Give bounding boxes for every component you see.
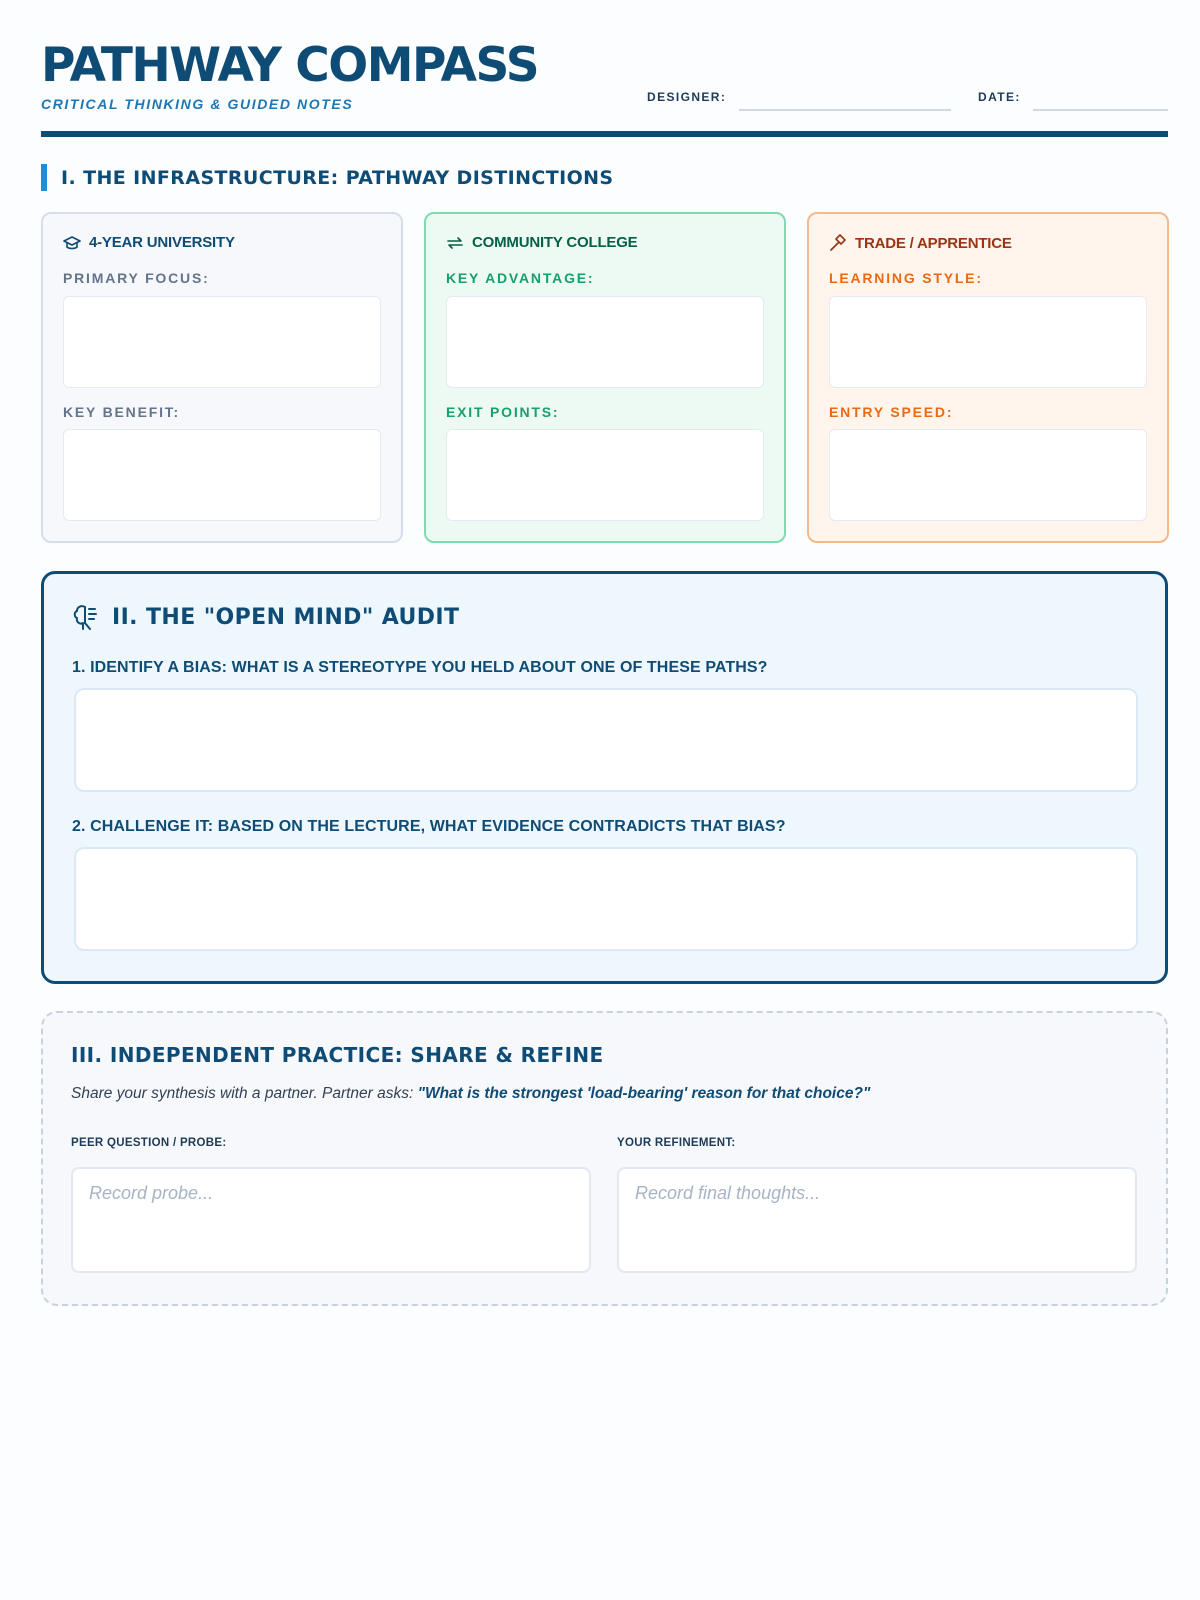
peer-question-label: PEER QUESTION / PROBE: [71,1137,227,1149]
card-cc-header [446,234,638,251]
learning-style-label: LEARNING STYLE: [829,270,983,286]
entry-speed-label: ENTRY SPEED: [829,404,954,420]
peer-question-field[interactable]: Record probe... [71,1167,591,1273]
card-university [41,212,403,543]
key-advantage-field[interactable] [446,296,764,388]
worksheet-header [41,40,1168,138]
designer-field[interactable] [739,109,951,111]
exit-points-field[interactable] [446,429,764,521]
card-trade-header [829,234,1012,252]
challenge-question: 2. CHALLENGE IT: BASED ON THE LECTURE, WHAT EVIDENCE CONTRADICTS THAT BIAS? [72,818,786,835]
bias-answer-field[interactable] [74,688,1138,792]
worksheet-title: PATHWAY COMPASS [41,38,539,93]
section-2-title: II. THE "OPEN MIND" AUDIT [112,604,460,630]
refinement-field[interactable]: Record final thoughts... [617,1167,1137,1273]
section-1-title: I. THE INFRASTRUCTURE: PATHWAY DISTINCTIONS [61,166,614,189]
section-3-heading [71,1043,604,1067]
key-benefit-label: KEY BENEFIT: [63,404,181,420]
transfer-arrows-icon [446,235,464,251]
brain-icon [72,604,98,630]
worksheet-subtitle: CRITICAL THINKING & GUIDED NOTES [41,96,354,112]
primary-focus-field[interactable] [63,296,381,388]
designer-label: DESIGNER: [647,90,727,104]
section-marker [41,164,47,191]
card-trade-title: TRADE / APPRENTICE [855,234,1012,252]
exit-points-label: EXIT POINTS: [446,404,560,420]
card-university-header [63,234,235,251]
refinement-label: YOUR REFINEMENT: [617,1137,736,1149]
section-3-instructions [71,1085,870,1103]
date-field[interactable] [1033,109,1168,111]
hammer-icon [829,234,847,252]
primary-focus-label: PRIMARY FOCUS: [63,270,210,286]
date-label: DATE: [978,90,1021,104]
key-benefit-field[interactable] [63,429,381,521]
section-2-heading [72,604,459,630]
section-3-title: III. INDEPENDENT PRACTICE: SHARE & REFINE [71,1043,604,1067]
independent-practice-section [41,1011,1168,1306]
challenge-answer-field[interactable] [74,847,1138,951]
bias-question: 1. IDENTIFY A BIAS: WHAT IS A STEREOTYPE YOU HELD ABOUT ONE OF THESE PATHS? [72,659,768,676]
open-mind-audit-section [41,571,1168,984]
entry-speed-field[interactable] [829,429,1147,521]
key-advantage-label: KEY ADVANTAGE: [446,270,595,286]
graduation-cap-icon [63,235,81,251]
card-cc-title: COMMUNITY COLLEGE [472,234,638,251]
learning-style-field[interactable] [829,296,1147,388]
partner-prompt-quote: "What is the strongest 'load-bearing' reason for that choice?" [417,1085,871,1102]
section-1-heading [41,164,614,191]
card-university-title: 4-YEAR UNIVERSITY [89,234,235,251]
card-community-college [424,212,786,543]
header-divider [41,131,1168,137]
card-trade [807,212,1169,543]
instructions-text: Share your synthesis with a partner. Partner asks: [71,1085,418,1102]
